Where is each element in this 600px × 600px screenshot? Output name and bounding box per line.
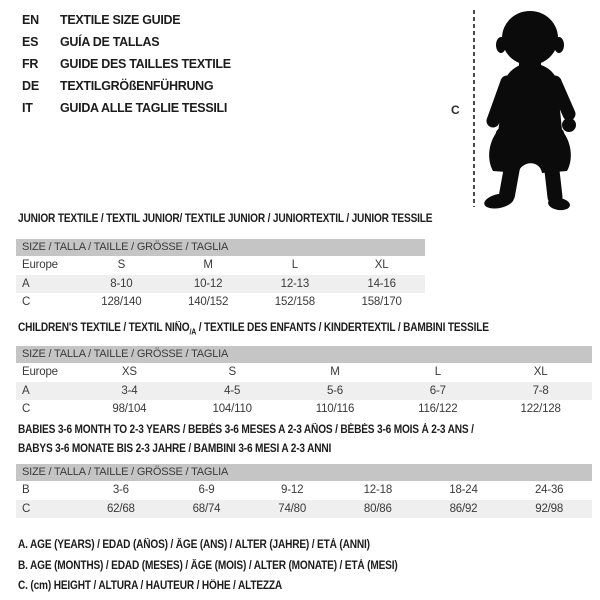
size-table-header: SIZE / TALLA / TAILLE / GRÖSSE / TAGLIA <box>16 239 425 256</box>
footnote-b: B. AGE (MONTHS) / EDAD (MESES) / ÂGE (MOIS) / ALTER (MONATE) / ETÀ (MESI) <box>18 559 398 572</box>
age-cell: 12-18 <box>363 484 393 497</box>
lang-code: IT <box>22 101 33 115</box>
junior-size-table <box>16 239 425 312</box>
babies-section-title <box>18 421 474 459</box>
table-row-age-months <box>16 481 592 500</box>
height-cell: 74/80 <box>278 502 307 515</box>
row-label: A <box>22 277 30 290</box>
size-table-header: SIZE / TALLA / TAILLE / GRÖSSE / TAGLIA <box>16 346 592 363</box>
footnote-a: A. AGE (YEARS) / EDAD (AÑOS) / ÂGE (ANS) / ALTER (JAHRE) / ETÀ (ANNI) <box>18 539 370 551</box>
height-cell: 110/116 <box>315 403 355 416</box>
height-measure-label: C <box>451 103 460 117</box>
footnote-c: C. (cm) HEIGHT / ALTURA / HAUTEUR / HÖHE / ALTEZZA <box>18 580 283 592</box>
lang-label: TEXTILGRÖßENFÜHRUNG <box>60 79 214 93</box>
size-table-header: SIZE / TALLA / TAILLE / GRÖSSE / TAGLIA <box>16 464 592 481</box>
height-cell: 152/158 <box>274 296 315 309</box>
size-cell: S <box>117 259 126 272</box>
height-cell: 128/140 <box>101 296 142 309</box>
height-cell: 62/68 <box>106 502 135 515</box>
size-cell: L <box>434 366 441 379</box>
age-cell: 12-13 <box>280 277 310 290</box>
height-cell: 122/128 <box>520 403 561 416</box>
lang-label: GUIDE DES TAILLES TEXTILE <box>60 57 231 71</box>
babies-title-line2: BABYS 3-6 MONATE BIS 2-3 JAHRE / BAMBINI 3-6 MESI A 2-3 ANNI <box>18 443 332 455</box>
age-cell: 6-9 <box>198 484 215 497</box>
table-row-age <box>16 275 425 294</box>
row-label: C <box>22 502 31 515</box>
row-label: Europe <box>22 366 58 379</box>
lang-row-en <box>22 9 231 31</box>
row-label: C <box>22 403 31 416</box>
size-cell: XL <box>533 366 548 379</box>
lang-label: TEXTILE SIZE GUIDE <box>60 13 181 27</box>
children-section-title <box>18 322 489 336</box>
size-cell: XS <box>121 366 137 379</box>
age-cell: 5-6 <box>326 384 343 397</box>
table-row-height <box>16 293 425 312</box>
table-row-height <box>16 500 592 519</box>
lang-row-de <box>22 75 231 97</box>
size-cell: L <box>291 259 298 272</box>
lang-code: ES <box>22 35 39 49</box>
language-list <box>22 9 231 119</box>
age-cell: 14-16 <box>367 277 396 290</box>
height-cell: 104/110 <box>212 403 252 416</box>
age-cell: 7-8 <box>532 384 549 397</box>
children-title-sub: /A <box>189 327 197 337</box>
lang-code: FR <box>22 57 39 71</box>
size-cell: S <box>228 366 236 379</box>
height-cell: 140/152 <box>188 296 229 309</box>
table-row-europe <box>16 256 425 275</box>
height-cell: 80/86 <box>363 502 392 515</box>
age-cell: 8-10 <box>110 277 133 290</box>
age-cell: 24-36 <box>534 484 564 497</box>
lang-label: GUÍA DE TALLAS <box>60 35 160 49</box>
lang-code: DE <box>22 79 39 93</box>
row-label: Europe <box>22 259 58 272</box>
children-size-table <box>16 346 592 419</box>
height-cell: 98/104 <box>112 403 147 416</box>
babies-size-table <box>16 464 592 518</box>
lang-label: GUIDA ALLE TAGLIE TESSILI <box>60 101 228 115</box>
age-cell: 3-6 <box>112 484 129 497</box>
lang-row-fr <box>22 53 231 75</box>
babies-title-line1: BABIES 3-6 MONTH TO 2-3 YEARS / BEBÉS 3-6 MESES A 2-3 AÑOS / BÉBÉS 3-6 MOIS À 2-3 ANS / <box>18 424 474 436</box>
height-dotted-line <box>473 10 475 207</box>
junior-section-title: JUNIOR TEXTILE / TEXTIL JUNIOR/ TEXTILE JUNIOR / JUNIORTEXTIL / JUNIOR TESSILE <box>18 213 433 225</box>
table-row-height <box>16 400 592 419</box>
age-cell: 18-24 <box>449 484 478 497</box>
age-cell: 3-4 <box>121 384 138 397</box>
age-cell: 9-12 <box>281 484 304 497</box>
height-cell: 158/170 <box>361 296 402 309</box>
lang-code: EN <box>22 13 39 27</box>
table-row-europe <box>16 363 592 382</box>
age-cell: 4-5 <box>224 384 241 397</box>
children-title-pre: CHILDREN'S TEXTILE / TEXTIL NIÑO <box>18 322 190 334</box>
baby-silhouette-icon <box>482 8 596 212</box>
lang-row-es <box>22 31 231 53</box>
legend-footnotes <box>18 535 449 597</box>
size-cell: M <box>203 259 213 272</box>
row-label: B <box>22 484 30 497</box>
height-cell: 68/74 <box>192 502 221 515</box>
size-cell: XL <box>374 259 389 272</box>
size-cell: M <box>330 366 340 379</box>
row-label: C <box>22 296 31 309</box>
age-cell: 10-12 <box>193 277 223 290</box>
height-cell: 116/122 <box>418 403 458 416</box>
lang-row-it <box>22 97 231 119</box>
children-title-post: / TEXTILE DES ENFANTS / KINDERTEXTIL / BAMBINI TESSILE <box>196 322 489 334</box>
row-label: A <box>22 384 30 397</box>
table-row-age <box>16 382 592 401</box>
height-cell: 86/92 <box>449 502 478 515</box>
height-cell: 92/98 <box>535 502 564 515</box>
age-cell: 6-7 <box>429 384 446 397</box>
